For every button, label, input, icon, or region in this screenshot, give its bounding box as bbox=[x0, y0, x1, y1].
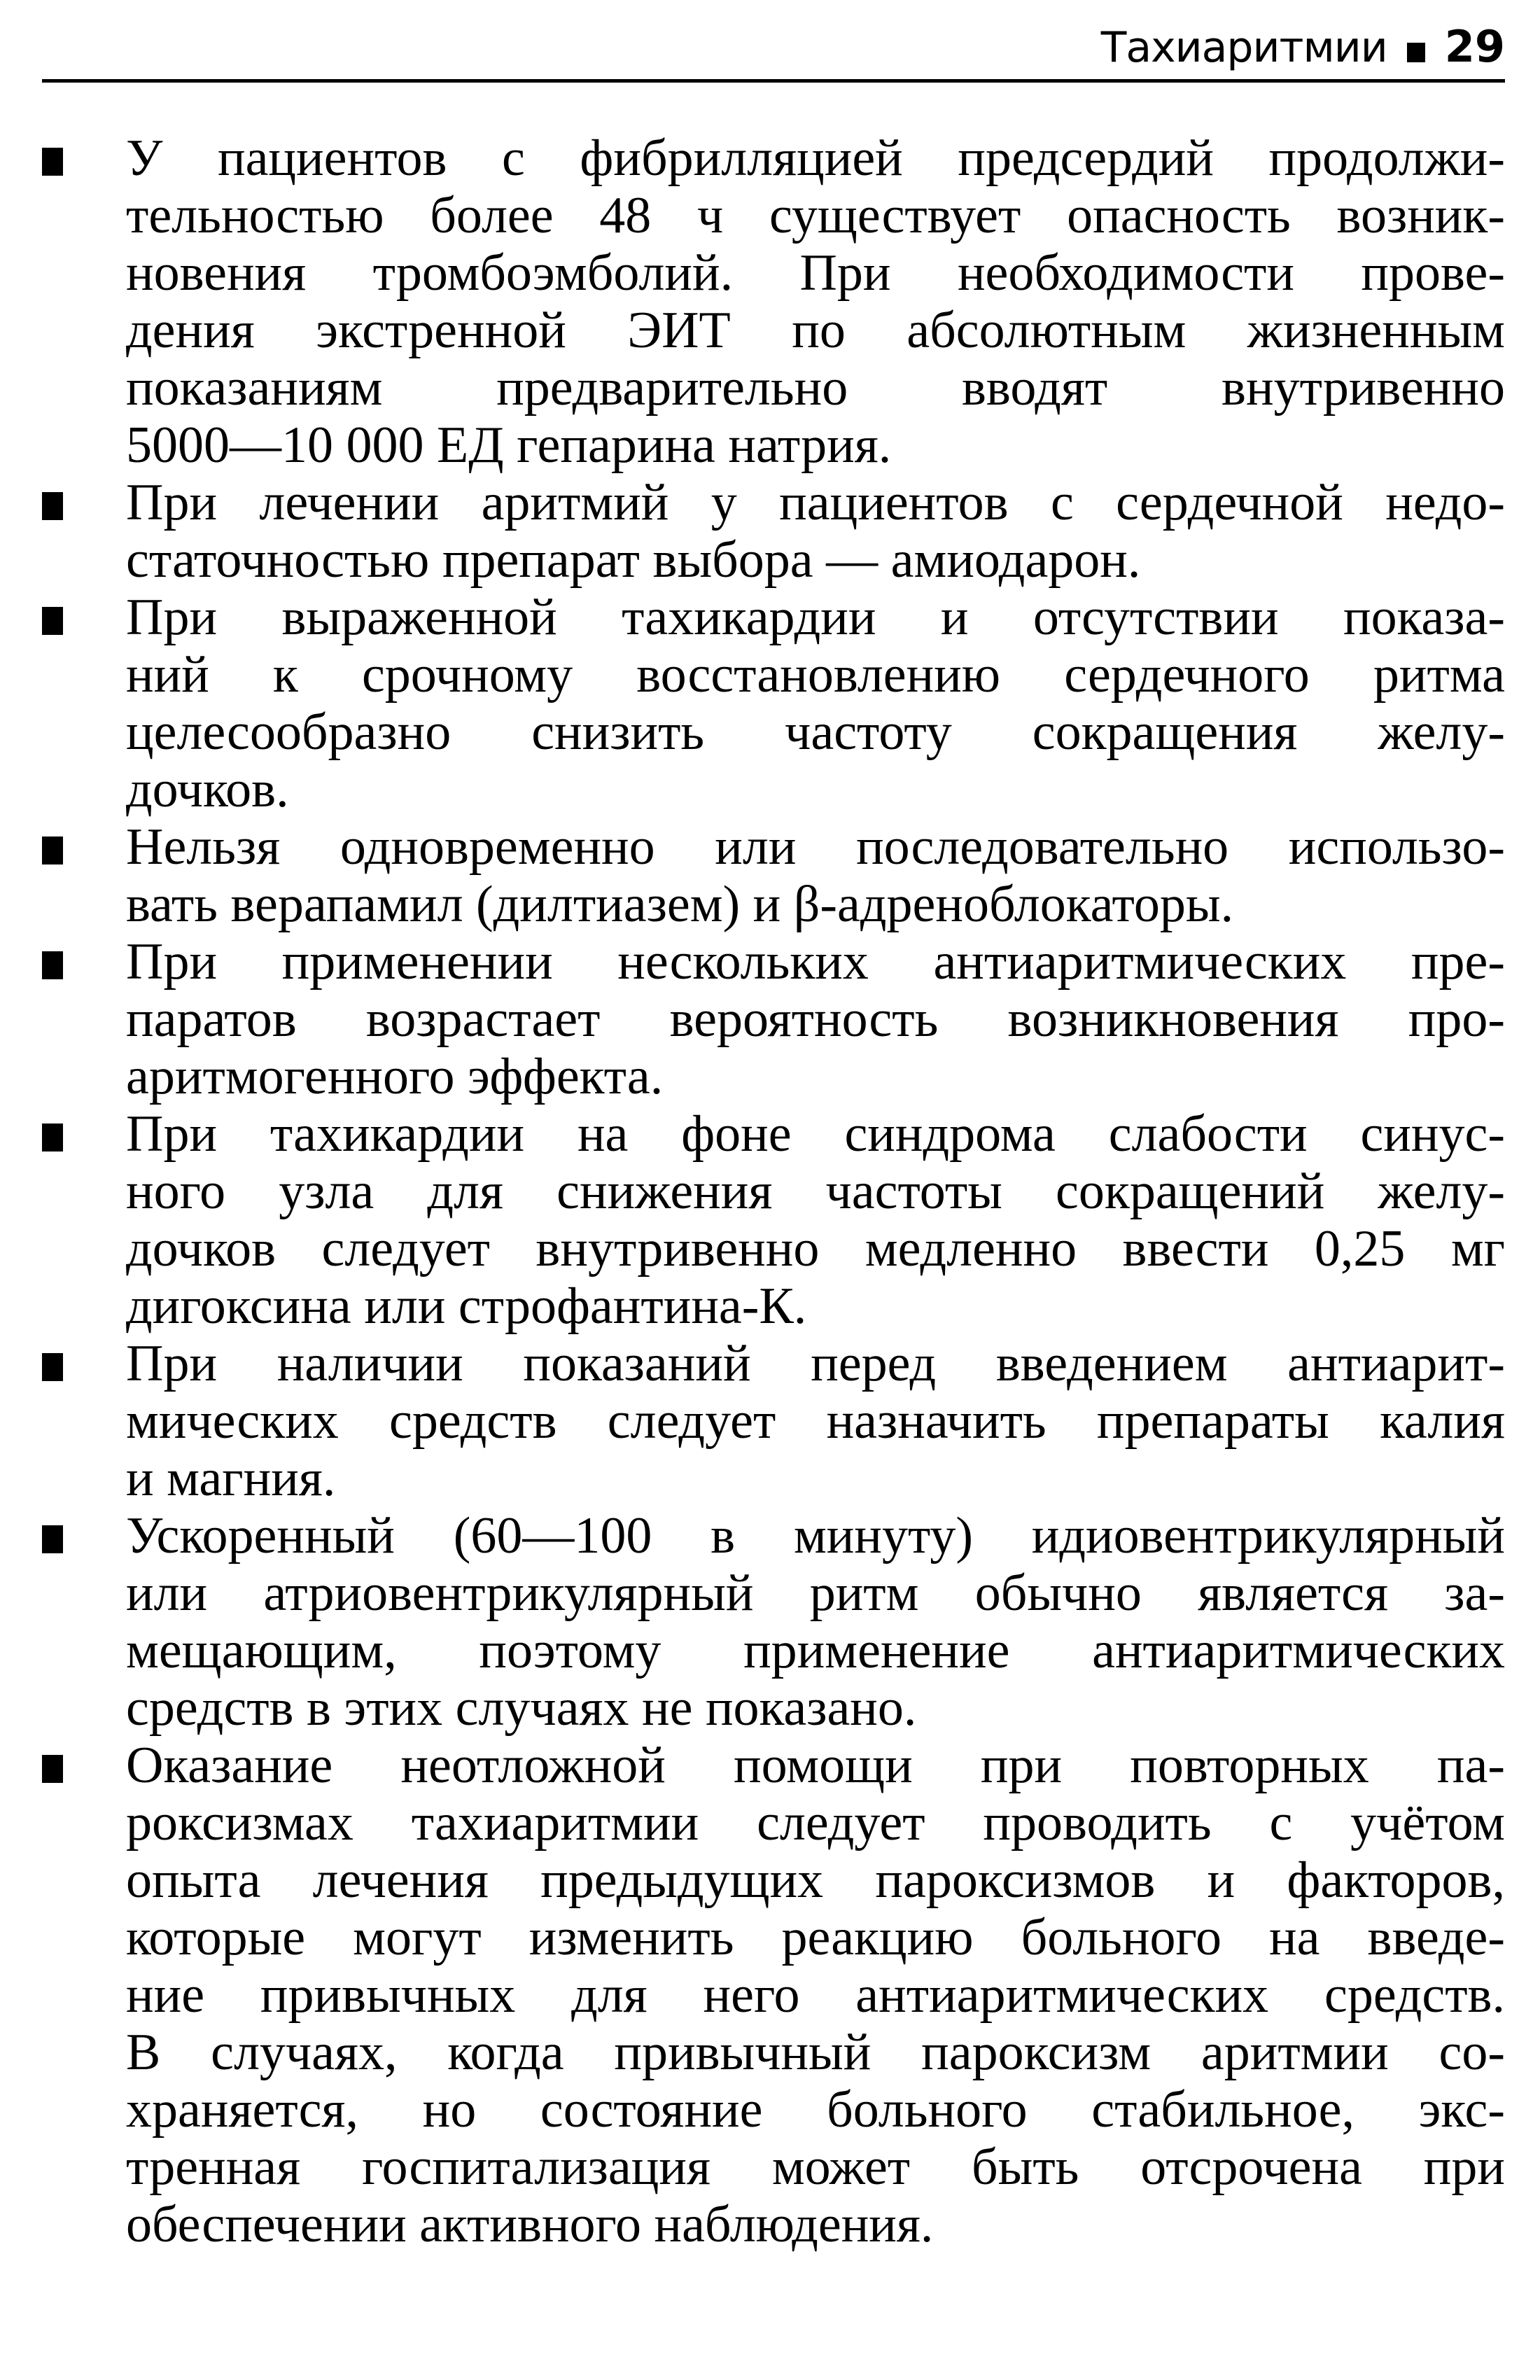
text-line: опыта лечения предыдущих пароксизмов и факторов, bbox=[126, 1851, 1505, 1909]
bullet-list bbox=[42, 130, 1505, 2253]
text-line: дочков. bbox=[126, 761, 289, 818]
square-bullet-icon bbox=[42, 836, 63, 864]
text-line: обеспечении активного наблюдения. bbox=[126, 2196, 934, 2253]
text-line: При наличии показаний перед введением антиарит- bbox=[126, 1335, 1505, 1392]
text-line: ний к срочному восстановлению сердечного ритма bbox=[126, 646, 1505, 704]
square-bullet-icon bbox=[42, 492, 63, 520]
text-line: В случаях, когда привычный пароксизм аритмии со- bbox=[126, 2024, 1505, 2081]
text-line: дочков следует внутривенно медленно ввести 0,25 мг bbox=[126, 1220, 1505, 1278]
text-line: тельностью более 48 ч существует опасность возник- bbox=[126, 187, 1505, 244]
text-line: новения тромбоэмболий. При необходимости прове- bbox=[126, 244, 1505, 302]
text-line: тренная госпитализация может быть отсрочена при bbox=[126, 2138, 1505, 2196]
text-line: храняется, но состояние больного стабильное, экс- bbox=[126, 2081, 1505, 2138]
text-line: дигоксина или строфантина-К. bbox=[126, 1278, 807, 1335]
text-line: статочностью препарат выбора — амиодарон. bbox=[126, 531, 1141, 589]
text-line: Ускоренный (60—100 в минуту) идиовентрикулярный bbox=[126, 1507, 1505, 1564]
text-line: средств в этих случаях не показано. bbox=[126, 1679, 917, 1737]
running-header bbox=[42, 21, 1505, 83]
list-item bbox=[42, 1335, 1505, 1507]
text-line: мических средств следует назначить препараты калия bbox=[126, 1392, 1505, 1450]
text-line: 5000—10 000 ЕД гепарина натрия. bbox=[126, 416, 892, 474]
list-item bbox=[42, 474, 1505, 589]
text-line: целесообразно снизить частоту сокращения желу- bbox=[126, 704, 1505, 761]
square-bullet-icon bbox=[42, 951, 63, 979]
square-bullet-icon bbox=[42, 148, 63, 176]
text-line: роксизмах тахиаритмии следует проводить с учётом bbox=[126, 1794, 1505, 1851]
square-bullet-icon bbox=[42, 1124, 63, 1152]
text-line: Нельзя одновременно или последовательно использо- bbox=[126, 818, 1505, 876]
text-line: ного узла для снижения частоты сокращений желу- bbox=[126, 1163, 1505, 1220]
text-line: дения экстренной ЭИТ по абсолютным жизненным bbox=[126, 302, 1505, 359]
text-line: мещающим, поэтому применение антиаритмических bbox=[126, 1622, 1505, 1679]
text-line: или атриовентрикулярный ритм обычно является за- bbox=[126, 1564, 1505, 1622]
text-line: и магния. bbox=[126, 1450, 336, 1507]
text-line: При применении нескольких антиаритмических пре- bbox=[126, 933, 1505, 990]
text-line: аритмогенного эффекта. bbox=[126, 1048, 664, 1105]
text-line: Оказание неотложной помощи при повторных па- bbox=[126, 1737, 1505, 1794]
text-line: У пациентов с фибрилляцией предсердий продолжи- bbox=[126, 130, 1505, 187]
list-item bbox=[42, 1105, 1505, 1335]
text-line: При тахикардии на фоне синдрома слабости синус- bbox=[126, 1105, 1505, 1163]
text-line: При лечении аритмий у пациентов с сердечной недо- bbox=[126, 474, 1505, 531]
list-item bbox=[42, 589, 1505, 818]
text-line: которые могут изменить реакцию больного на введе- bbox=[126, 1909, 1505, 1966]
square-bullet-icon bbox=[42, 607, 63, 635]
list-item bbox=[42, 1737, 1505, 2253]
square-separator-icon bbox=[1407, 43, 1425, 62]
text-line: вать верапамил (дилтиазем) и β-адреноблокаторы. bbox=[126, 876, 1234, 933]
list-item bbox=[42, 130, 1505, 474]
list-item bbox=[42, 818, 1505, 933]
text-line: паратов возрастает вероятность возникновения про- bbox=[126, 990, 1505, 1048]
square-bullet-icon bbox=[42, 1353, 63, 1381]
square-bullet-icon bbox=[42, 1525, 63, 1553]
list-item bbox=[42, 933, 1505, 1105]
text-line: ние привычных для него антиаритмических средств. bbox=[126, 1966, 1505, 2024]
text-line: показаниям предварительно вводят внутривенно bbox=[126, 359, 1505, 416]
square-bullet-icon bbox=[42, 1755, 63, 1783]
page-number: 29 bbox=[1444, 21, 1505, 72]
running-title: Тахиаритмии bbox=[1100, 23, 1387, 72]
text-line: При выраженной тахикардии и отсутствии показа- bbox=[126, 589, 1505, 646]
list-item bbox=[42, 1507, 1505, 1737]
